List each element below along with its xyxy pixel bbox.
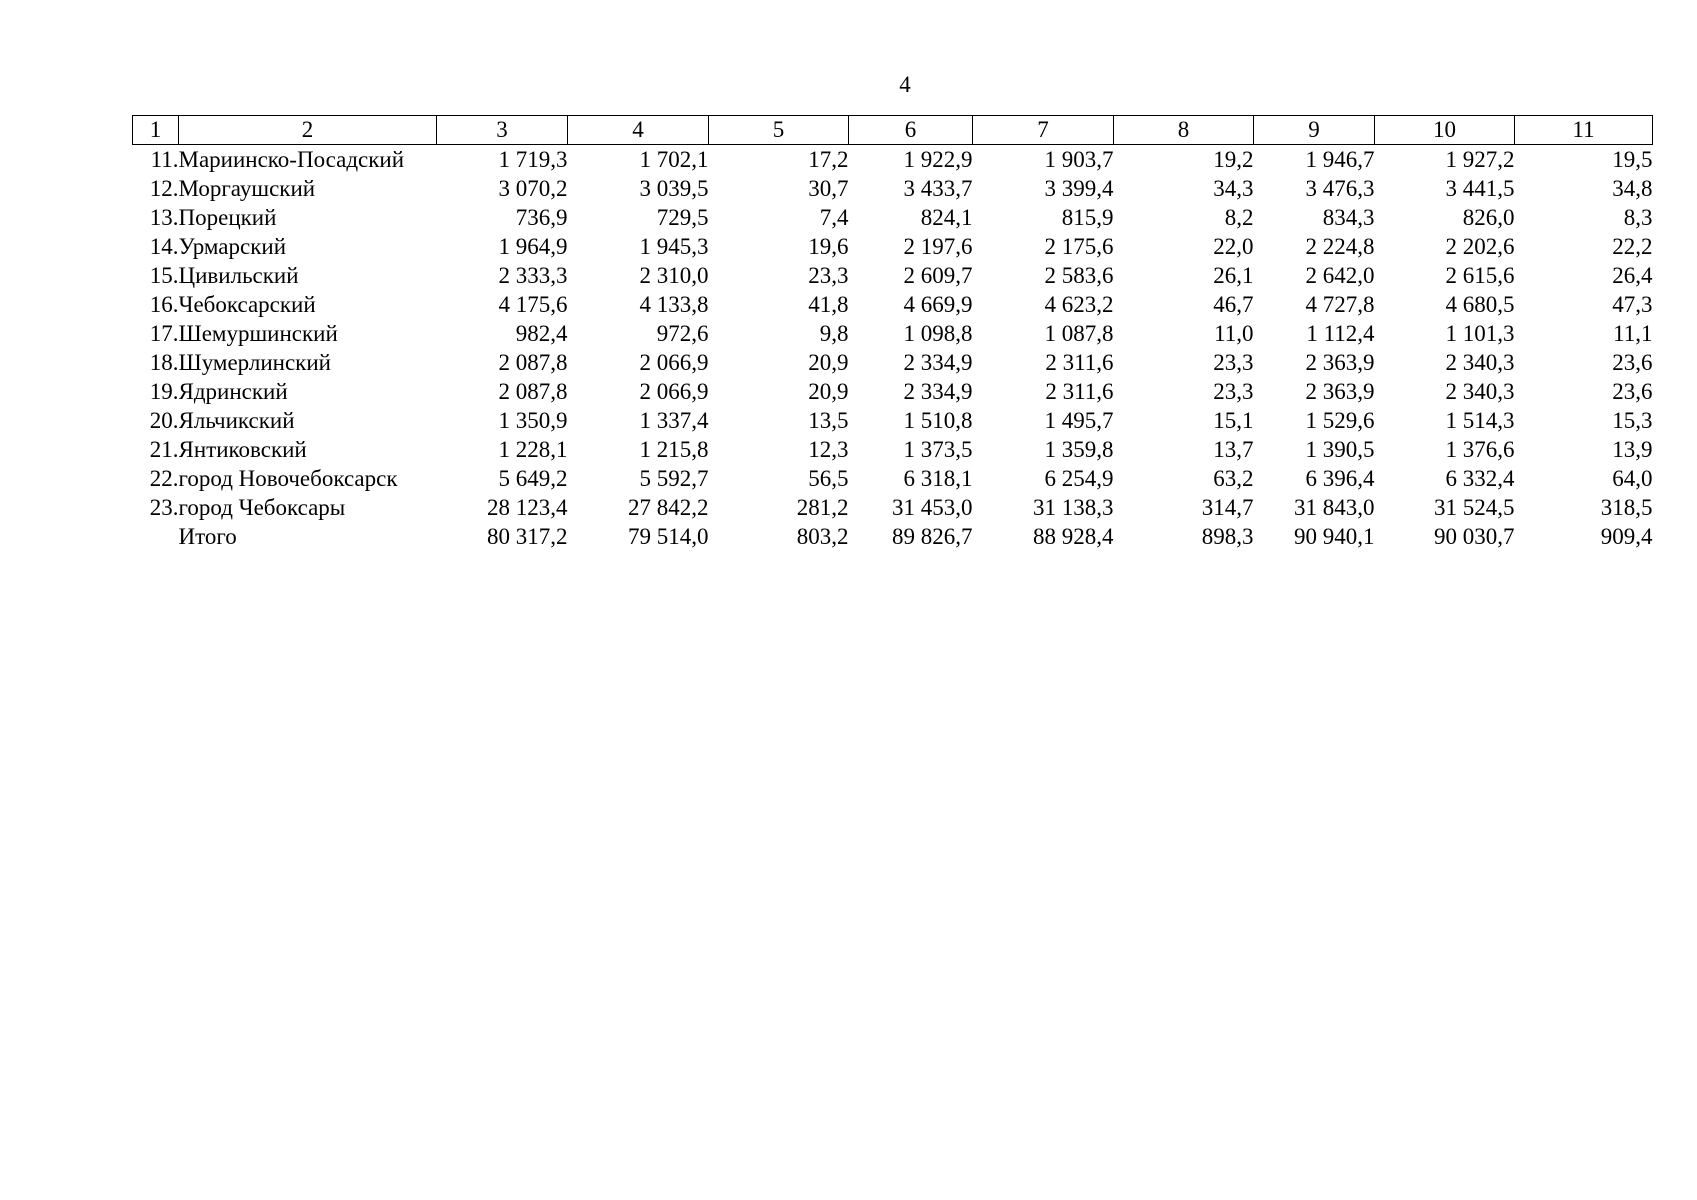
value-cell: 1 529,6	[1305, 408, 1375, 433]
value-cell: 63,2	[1213, 466, 1254, 491]
value-cell: 88 928,4	[1033, 524, 1114, 549]
district-name: Итого	[178, 524, 237, 549]
value-cell: 31 138,3	[1033, 495, 1114, 520]
value-cell: 7,4	[819, 205, 849, 230]
table-row	[133, 290, 1653, 319]
row-number: 17.	[149, 321, 179, 346]
value-cell: 20,9	[808, 379, 849, 404]
value-cell: 11,0	[1214, 321, 1254, 346]
row-number: 21.	[149, 437, 179, 462]
value-cell: 46,7	[1213, 292, 1254, 317]
value-cell: 3 399,4	[1044, 176, 1114, 201]
value-cell: 1 390,5	[1305, 437, 1375, 462]
value-cell: 1 922,9	[903, 147, 973, 172]
column-header: 11	[1515, 116, 1653, 145]
value-cell: 31 524,5	[1434, 495, 1515, 520]
value-cell: 1 376,6	[1445, 437, 1515, 462]
value-cell: 34,3	[1213, 176, 1254, 201]
value-cell: 2 363,9	[1305, 379, 1375, 404]
value-cell: 1 719,3	[498, 147, 568, 172]
district-name: Ядринский	[178, 379, 288, 404]
value-cell: 4 669,9	[903, 292, 973, 317]
district-name: город Чебоксары	[178, 495, 346, 520]
value-cell: 4 623,2	[1044, 292, 1114, 317]
value-cell: 1 903,7	[1044, 147, 1114, 172]
row-number: 12.	[149, 176, 179, 201]
value-cell: 2 609,7	[903, 263, 973, 288]
district-name: Янтиковский	[178, 437, 307, 462]
value-cell: 1 215,8	[639, 437, 709, 462]
value-cell: 79 514,0	[628, 524, 709, 549]
value-cell: 2 642,0	[1305, 263, 1375, 288]
value-cell: 2 224,8	[1305, 234, 1375, 259]
value-cell: 23,3	[808, 263, 849, 288]
value-cell: 22,2	[1612, 234, 1653, 259]
value-cell: 3 476,3	[1305, 176, 1375, 201]
row-number: 15.	[149, 263, 179, 288]
value-cell: 30,7	[808, 176, 849, 201]
table-row	[133, 493, 1653, 522]
value-cell: 2 311,6	[1045, 379, 1114, 404]
value-cell: 28 123,4	[487, 495, 568, 520]
row-number	[133, 522, 179, 551]
value-cell: 1 495,7	[1044, 408, 1114, 433]
value-cell: 5 592,7	[639, 466, 709, 491]
value-cell: 15,1	[1213, 408, 1254, 433]
value-cell: 826,0	[1462, 205, 1515, 230]
value-cell: 13,9	[1612, 437, 1653, 462]
district-name: Яльчикский	[178, 408, 295, 433]
value-cell: 17,2	[808, 147, 849, 172]
district-name: город Новочебоксарск	[178, 466, 398, 491]
value-cell: 41,8	[808, 292, 849, 317]
value-cell: 4 680,5	[1445, 292, 1515, 317]
value-cell: 2 340,3	[1445, 350, 1515, 375]
value-cell: 64,0	[1612, 466, 1653, 491]
row-number: 22.	[149, 466, 179, 491]
value-cell: 2 087,8	[498, 379, 568, 404]
district-name: Моргаушский	[178, 176, 316, 201]
value-cell: 6 254,9	[1044, 466, 1114, 491]
value-cell: 815,9	[1061, 205, 1114, 230]
table-row	[133, 261, 1653, 290]
row-number: 19.	[149, 379, 179, 404]
column-header: 3	[437, 116, 568, 145]
column-header: 10	[1375, 116, 1515, 145]
value-cell: 19,5	[1612, 147, 1653, 172]
value-cell: 26,4	[1612, 263, 1653, 288]
value-cell: 834,3	[1322, 205, 1375, 230]
value-cell: 1 359,8	[1044, 437, 1114, 462]
value-cell: 34,8	[1612, 176, 1653, 201]
column-header: 8	[1114, 116, 1254, 145]
value-cell: 2 583,6	[1044, 263, 1114, 288]
table-row	[133, 232, 1653, 261]
value-cell: 982,4	[515, 321, 568, 346]
value-cell: 23,3	[1213, 350, 1254, 375]
value-cell: 2 334,9	[903, 379, 973, 404]
value-cell: 1 337,4	[639, 408, 709, 433]
district-name: Урмарский	[178, 234, 287, 259]
value-cell: 31 843,0	[1294, 495, 1375, 520]
table-row	[133, 145, 1653, 175]
value-cell: 23,3	[1213, 379, 1254, 404]
value-cell: 1 350,9	[498, 408, 568, 433]
value-cell: 3 039,5	[639, 176, 709, 201]
table-row	[133, 203, 1653, 232]
value-cell: 27 842,2	[628, 495, 709, 520]
value-cell: 803,2	[796, 524, 849, 549]
value-cell: 23,6	[1612, 379, 1653, 404]
data-table	[132, 115, 1653, 551]
value-cell: 318,5	[1600, 495, 1653, 520]
value-cell: 2 175,6	[1044, 234, 1114, 259]
value-cell: 8,3	[1623, 205, 1653, 230]
district-name: Шемуршинский	[178, 321, 338, 346]
page-number: 4	[899, 72, 911, 97]
value-cell: 1 510,8	[903, 408, 973, 433]
value-cell: 11,1	[1613, 321, 1653, 346]
value-cell: 2 615,6	[1445, 263, 1515, 288]
table-row	[133, 174, 1653, 203]
column-header: 1	[133, 116, 179, 145]
value-cell: 3 070,2	[498, 176, 568, 201]
value-cell: 1 098,8	[903, 321, 973, 346]
district-name: Цивильский	[178, 263, 299, 288]
value-cell: 736,9	[515, 205, 568, 230]
value-cell: 4 133,8	[639, 292, 709, 317]
value-cell: 89 826,7	[892, 524, 973, 549]
value-cell: 2 197,6	[903, 234, 973, 259]
value-cell: 4 175,6	[498, 292, 568, 317]
row-number: 14.	[149, 234, 179, 259]
value-cell: 1 946,7	[1305, 147, 1375, 172]
value-cell: 1 373,5	[903, 437, 973, 462]
table-body	[133, 145, 1653, 552]
value-cell: 898,3	[1201, 524, 1254, 549]
value-cell: 26,1	[1213, 263, 1254, 288]
value-cell: 1 087,8	[1044, 321, 1114, 346]
value-cell: 8,2	[1224, 205, 1254, 230]
value-cell: 20,9	[808, 350, 849, 375]
value-cell: 2 087,8	[498, 350, 568, 375]
table-row	[133, 348, 1653, 377]
column-header: 6	[849, 116, 973, 145]
value-cell: 13,5	[808, 408, 849, 433]
value-cell: 80 317,2	[487, 524, 568, 549]
value-cell: 1 514,3	[1445, 408, 1515, 433]
value-cell: 824,1	[920, 205, 973, 230]
column-header: 7	[973, 116, 1114, 145]
value-cell: 6 396,4	[1305, 466, 1375, 491]
value-cell: 90 030,7	[1434, 524, 1515, 549]
district-name: Чебоксарский	[178, 292, 316, 317]
value-cell: 1 112,4	[1306, 321, 1375, 346]
table-row	[133, 377, 1653, 406]
value-cell: 1 964,9	[498, 234, 568, 259]
row-number: 20.	[149, 408, 179, 433]
value-cell: 3 441,5	[1445, 176, 1515, 201]
column-header: 5	[709, 116, 849, 145]
value-cell: 1 702,1	[639, 147, 709, 172]
table-row	[133, 406, 1653, 435]
value-cell: 1 228,1	[498, 437, 568, 462]
value-cell: 1 101,3	[1445, 321, 1515, 346]
row-number: 11.	[150, 147, 179, 172]
value-cell: 2 066,9	[639, 379, 709, 404]
value-cell: 31 453,0	[892, 495, 973, 520]
table-row	[133, 522, 1653, 551]
value-cell: 314,7	[1201, 495, 1254, 520]
value-cell: 6 318,1	[903, 466, 973, 491]
row-number: 18.	[149, 350, 179, 375]
value-cell: 2 340,3	[1445, 379, 1515, 404]
row-number: 23.	[149, 495, 179, 520]
value-cell: 56,5	[808, 466, 849, 491]
value-cell: 19,6	[808, 234, 849, 259]
district-name: Порецкий	[178, 205, 277, 230]
value-cell: 19,2	[1213, 147, 1254, 172]
value-cell: 13,7	[1213, 437, 1254, 462]
value-cell: 2 333,3	[498, 263, 568, 288]
value-cell: 2 310,0	[639, 263, 709, 288]
table-row	[133, 435, 1653, 464]
value-cell: 1 927,2	[1445, 147, 1515, 172]
value-cell: 1 945,3	[639, 234, 709, 259]
value-cell: 47,3	[1612, 292, 1653, 317]
value-cell: 3 433,7	[903, 176, 973, 201]
value-cell: 2 066,9	[639, 350, 709, 375]
table-row	[133, 464, 1653, 493]
value-cell: 281,2	[796, 495, 849, 520]
value-cell: 2 334,9	[903, 350, 973, 375]
value-cell: 729,5	[656, 205, 709, 230]
value-cell: 972,6	[656, 321, 709, 346]
value-cell: 2 202,6	[1445, 234, 1515, 259]
value-cell: 15,3	[1612, 408, 1653, 433]
row-number: 13.	[149, 205, 179, 230]
header-row	[133, 116, 1653, 145]
column-header: 2	[179, 116, 437, 145]
value-cell: 23,6	[1612, 350, 1653, 375]
value-cell: 4 727,8	[1305, 292, 1375, 317]
value-cell: 9,8	[819, 321, 849, 346]
value-cell: 2 363,9	[1305, 350, 1375, 375]
value-cell: 22,0	[1213, 234, 1254, 259]
value-cell: 6 332,4	[1445, 466, 1515, 491]
value-cell: 909,4	[1600, 524, 1653, 549]
district-name: Мариинско-Посадский	[178, 147, 405, 172]
district-name: Шумерлинский	[178, 350, 331, 375]
value-cell: 12,3	[808, 437, 849, 462]
column-header: 9	[1254, 116, 1375, 145]
value-cell: 90 940,1	[1294, 524, 1375, 549]
value-cell: 5 649,2	[498, 466, 568, 491]
column-header: 4	[568, 116, 709, 145]
value-cell: 2 311,6	[1045, 350, 1114, 375]
row-number: 16.	[149, 292, 179, 317]
table-row	[133, 319, 1653, 348]
